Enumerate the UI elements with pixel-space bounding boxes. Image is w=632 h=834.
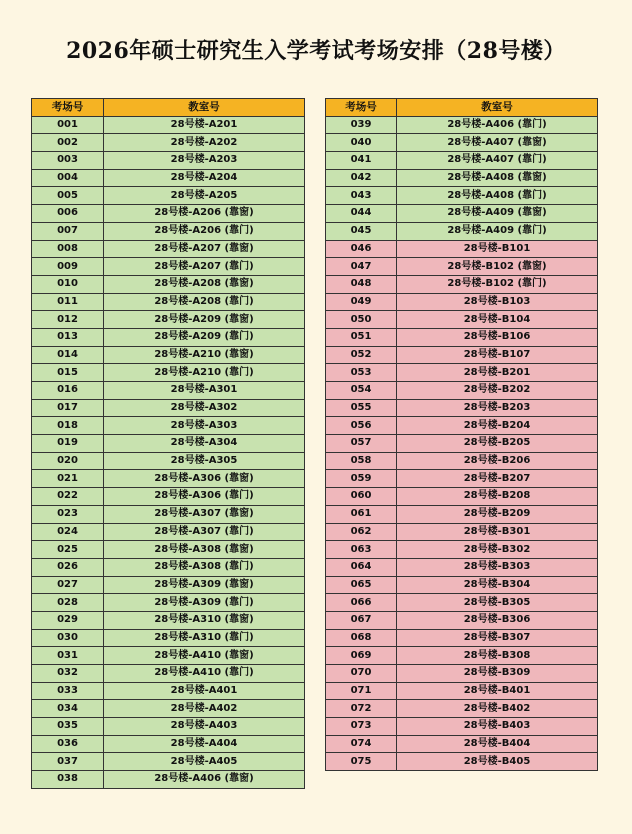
table-row bbox=[32, 611, 305, 629]
left-schedule-table bbox=[31, 98, 305, 789]
exam-room-number: 045 bbox=[326, 222, 397, 240]
table-row bbox=[32, 718, 305, 736]
classroom-name: 28号楼-B309 bbox=[397, 665, 598, 683]
table-row bbox=[326, 364, 598, 382]
left-table-body bbox=[32, 116, 305, 788]
exam-room-number: 001 bbox=[32, 116, 104, 134]
right-table-body bbox=[326, 116, 598, 770]
classroom-name: 28号楼-B207 bbox=[397, 470, 598, 488]
exam-room-number: 067 bbox=[326, 611, 397, 629]
exam-room-number: 009 bbox=[32, 258, 104, 276]
table-row bbox=[32, 222, 305, 240]
exam-room-number: 063 bbox=[326, 541, 397, 559]
exam-room-number: 061 bbox=[326, 505, 397, 523]
table-row bbox=[32, 364, 305, 382]
exam-room-number: 049 bbox=[326, 293, 397, 311]
exam-room-number: 075 bbox=[326, 753, 397, 771]
table-row bbox=[32, 275, 305, 293]
classroom-name: 28号楼-A406 (靠窗) bbox=[104, 771, 305, 789]
classroom-name: 28号楼-A404 bbox=[104, 735, 305, 753]
table-row bbox=[326, 718, 598, 736]
column-header-exam-room: 考场号 bbox=[32, 99, 104, 117]
table-row bbox=[326, 470, 598, 488]
exam-room-number: 030 bbox=[32, 629, 104, 647]
classroom-name: 28号楼-A308 (靠门) bbox=[104, 558, 305, 576]
table-row bbox=[326, 505, 598, 523]
table-row bbox=[32, 488, 305, 506]
exam-room-number: 020 bbox=[32, 452, 104, 470]
exam-room-number: 053 bbox=[326, 364, 397, 382]
right-schedule-table bbox=[325, 98, 598, 771]
table-row bbox=[32, 452, 305, 470]
classroom-name: 28号楼-A408 (靠窗) bbox=[397, 169, 598, 187]
exam-room-number: 074 bbox=[326, 735, 397, 753]
exam-room-number: 012 bbox=[32, 311, 104, 329]
exam-room-number: 032 bbox=[32, 665, 104, 683]
classroom-name: 28号楼-B203 bbox=[397, 399, 598, 417]
table-header-row bbox=[326, 99, 598, 117]
table-row bbox=[32, 187, 305, 205]
classroom-name: 28号楼-A406 (靠门) bbox=[397, 116, 598, 134]
table-row bbox=[32, 258, 305, 276]
classroom-name: 28号楼-A309 (靠窗) bbox=[104, 576, 305, 594]
exam-room-number: 004 bbox=[32, 169, 104, 187]
table-row bbox=[32, 771, 305, 789]
table-row bbox=[32, 417, 305, 435]
classroom-name: 28号楼-B103 bbox=[397, 293, 598, 311]
table-row bbox=[326, 293, 598, 311]
classroom-name: 28号楼-B201 bbox=[397, 364, 598, 382]
classroom-name: 28号楼-A206 (靠门) bbox=[104, 222, 305, 240]
table-row bbox=[32, 116, 305, 134]
exam-room-number: 043 bbox=[326, 187, 397, 205]
table-row bbox=[32, 346, 305, 364]
classroom-name: 28号楼-B304 bbox=[397, 576, 598, 594]
classroom-name: 28号楼-A407 (靠门) bbox=[397, 152, 598, 170]
classroom-name: 28号楼-B306 bbox=[397, 611, 598, 629]
exam-room-number: 046 bbox=[326, 240, 397, 258]
classroom-name: 28号楼-A306 (靠窗) bbox=[104, 470, 305, 488]
table-row bbox=[326, 611, 598, 629]
exam-room-number: 006 bbox=[32, 205, 104, 223]
page-title: 2026年硕士研究生入学考试考场安排（28号楼） bbox=[66, 38, 566, 64]
table-row bbox=[32, 328, 305, 346]
classroom-name: 28号楼-B102 (靠门) bbox=[397, 275, 598, 293]
classroom-name: 28号楼-A409 (靠门) bbox=[397, 222, 598, 240]
column-header-classroom: 教室号 bbox=[397, 99, 598, 117]
exam-room-number: 025 bbox=[32, 541, 104, 559]
exam-room-number: 008 bbox=[32, 240, 104, 258]
exam-room-number: 011 bbox=[32, 293, 104, 311]
exam-room-number: 064 bbox=[326, 558, 397, 576]
column-header-exam-room: 考场号 bbox=[326, 99, 397, 117]
classroom-name: 28号楼-B202 bbox=[397, 382, 598, 400]
exam-room-number: 024 bbox=[32, 523, 104, 541]
classroom-name: 28号楼-A309 (靠门) bbox=[104, 594, 305, 612]
table-row bbox=[326, 700, 598, 718]
exam-room-number: 023 bbox=[32, 505, 104, 523]
classroom-name: 28号楼-B204 bbox=[397, 417, 598, 435]
table-row bbox=[32, 682, 305, 700]
exam-room-number: 016 bbox=[32, 382, 104, 400]
exam-room-number: 029 bbox=[32, 611, 104, 629]
classroom-name: 28号楼-A208 (靠门) bbox=[104, 293, 305, 311]
table-row bbox=[32, 647, 305, 665]
table-row bbox=[326, 382, 598, 400]
classroom-name: 28号楼-A401 bbox=[104, 682, 305, 700]
table-row bbox=[32, 169, 305, 187]
exam-room-number: 070 bbox=[326, 665, 397, 683]
exam-room-number: 013 bbox=[32, 328, 104, 346]
classroom-name: 28号楼-A209 (靠窗) bbox=[104, 311, 305, 329]
classroom-name: 28号楼-A409 (靠窗) bbox=[397, 205, 598, 223]
exam-room-number: 039 bbox=[326, 116, 397, 134]
table-row bbox=[326, 328, 598, 346]
exam-room-number: 003 bbox=[32, 152, 104, 170]
table-row bbox=[326, 558, 598, 576]
classroom-name: 28号楼-A306 (靠门) bbox=[104, 488, 305, 506]
exam-room-number: 044 bbox=[326, 205, 397, 223]
classroom-name: 28号楼-A207 (靠门) bbox=[104, 258, 305, 276]
table-row bbox=[32, 435, 305, 453]
exam-room-number: 048 bbox=[326, 275, 397, 293]
exam-room-number: 057 bbox=[326, 435, 397, 453]
exam-room-number: 056 bbox=[326, 417, 397, 435]
table-row bbox=[32, 311, 305, 329]
classroom-name: 28号楼-A305 bbox=[104, 452, 305, 470]
classroom-name: 28号楼-B209 bbox=[397, 505, 598, 523]
table-row bbox=[32, 523, 305, 541]
table-row bbox=[326, 629, 598, 647]
classroom-name: 28号楼-A405 bbox=[104, 753, 305, 771]
classroom-name: 28号楼-A410 (靠窗) bbox=[104, 647, 305, 665]
classroom-name: 28号楼-A407 (靠窗) bbox=[397, 134, 598, 152]
exam-room-number: 033 bbox=[32, 682, 104, 700]
classroom-name: 28号楼-B101 bbox=[397, 240, 598, 258]
classroom-name: 28号楼-A210 (靠窗) bbox=[104, 346, 305, 364]
exam-room-number: 017 bbox=[32, 399, 104, 417]
exam-room-number: 010 bbox=[32, 275, 104, 293]
table-row bbox=[32, 594, 305, 612]
exam-room-number: 052 bbox=[326, 346, 397, 364]
classroom-name: 28号楼-B107 bbox=[397, 346, 598, 364]
table-row bbox=[326, 541, 598, 559]
exam-room-number: 073 bbox=[326, 718, 397, 736]
table-row bbox=[32, 205, 305, 223]
table-row bbox=[32, 399, 305, 417]
classroom-name: 28号楼-B308 bbox=[397, 647, 598, 665]
exam-room-number: 026 bbox=[32, 558, 104, 576]
exam-room-number: 047 bbox=[326, 258, 397, 276]
classroom-name: 28号楼-B102 (靠窗) bbox=[397, 258, 598, 276]
table-row bbox=[32, 576, 305, 594]
table-row bbox=[326, 665, 598, 683]
table-row bbox=[326, 134, 598, 152]
classroom-name: 28号楼-A403 bbox=[104, 718, 305, 736]
table-row bbox=[32, 700, 305, 718]
table-row bbox=[326, 346, 598, 364]
table-row bbox=[326, 523, 598, 541]
column-header-classroom: 教室号 bbox=[104, 99, 305, 117]
classroom-name: 28号楼-B205 bbox=[397, 435, 598, 453]
exam-room-number: 062 bbox=[326, 523, 397, 541]
exam-room-number: 014 bbox=[32, 346, 104, 364]
table-row bbox=[32, 382, 305, 400]
table-row bbox=[326, 222, 598, 240]
exam-room-number: 027 bbox=[32, 576, 104, 594]
classroom-name: 28号楼-A402 bbox=[104, 700, 305, 718]
classroom-name: 28号楼-B206 bbox=[397, 452, 598, 470]
classroom-name: 28号楼-A208 (靠窗) bbox=[104, 275, 305, 293]
classroom-name: 28号楼-B402 bbox=[397, 700, 598, 718]
table-row bbox=[326, 205, 598, 223]
table-row bbox=[326, 735, 598, 753]
classroom-name: 28号楼-B405 bbox=[397, 753, 598, 771]
exam-room-number: 071 bbox=[326, 682, 397, 700]
classroom-name: 28号楼-A408 (靠门) bbox=[397, 187, 598, 205]
table-row bbox=[32, 753, 305, 771]
classroom-name: 28号楼-A303 bbox=[104, 417, 305, 435]
exam-room-number: 022 bbox=[32, 488, 104, 506]
exam-room-number: 068 bbox=[326, 629, 397, 647]
exam-room-number: 018 bbox=[32, 417, 104, 435]
table-row bbox=[326, 152, 598, 170]
classroom-name: 28号楼-A207 (靠窗) bbox=[104, 240, 305, 258]
classroom-name: 28号楼-A201 bbox=[104, 116, 305, 134]
classroom-name: 28号楼-A210 (靠门) bbox=[104, 364, 305, 382]
table-row bbox=[326, 647, 598, 665]
exam-room-number: 037 bbox=[32, 753, 104, 771]
classroom-name: 28号楼-B307 bbox=[397, 629, 598, 647]
table-row bbox=[32, 541, 305, 559]
exam-room-number: 005 bbox=[32, 187, 104, 205]
classroom-name: 28号楼-B404 bbox=[397, 735, 598, 753]
classroom-name: 28号楼-A310 (靠窗) bbox=[104, 611, 305, 629]
exam-room-number: 050 bbox=[326, 311, 397, 329]
table-row bbox=[326, 311, 598, 329]
table-row bbox=[326, 275, 598, 293]
classroom-name: 28号楼-B401 bbox=[397, 682, 598, 700]
table-header-row bbox=[32, 99, 305, 117]
exam-room-number: 031 bbox=[32, 647, 104, 665]
classroom-name: 28号楼-A203 bbox=[104, 152, 305, 170]
exam-room-number: 019 bbox=[32, 435, 104, 453]
classroom-name: 28号楼-A209 (靠门) bbox=[104, 328, 305, 346]
classroom-name: 28号楼-A206 (靠窗) bbox=[104, 205, 305, 223]
table-row bbox=[326, 258, 598, 276]
classroom-name: 28号楼-B305 bbox=[397, 594, 598, 612]
classroom-name: 28号楼-A410 (靠门) bbox=[104, 665, 305, 683]
exam-room-number: 065 bbox=[326, 576, 397, 594]
exam-room-number: 038 bbox=[32, 771, 104, 789]
table-row bbox=[326, 452, 598, 470]
exam-room-number: 041 bbox=[326, 152, 397, 170]
exam-room-number: 055 bbox=[326, 399, 397, 417]
table-row bbox=[326, 488, 598, 506]
table-row bbox=[326, 116, 598, 134]
table-row bbox=[32, 505, 305, 523]
classroom-name: 28号楼-A307 (靠门) bbox=[104, 523, 305, 541]
exam-room-number: 058 bbox=[326, 452, 397, 470]
exam-room-number: 015 bbox=[32, 364, 104, 382]
table-row bbox=[32, 735, 305, 753]
exam-room-number: 072 bbox=[326, 700, 397, 718]
table-row bbox=[326, 753, 598, 771]
exam-room-number: 021 bbox=[32, 470, 104, 488]
table-row bbox=[32, 134, 305, 152]
exam-room-number: 054 bbox=[326, 382, 397, 400]
table-row bbox=[326, 399, 598, 417]
classroom-name: 28号楼-B303 bbox=[397, 558, 598, 576]
table-row bbox=[326, 187, 598, 205]
classroom-name: 28号楼-A301 bbox=[104, 382, 305, 400]
classroom-name: 28号楼-B104 bbox=[397, 311, 598, 329]
table-row bbox=[32, 293, 305, 311]
exam-room-number: 040 bbox=[326, 134, 397, 152]
exam-room-number: 002 bbox=[32, 134, 104, 152]
exam-room-number: 034 bbox=[32, 700, 104, 718]
classroom-name: 28号楼-B302 bbox=[397, 541, 598, 559]
table-row bbox=[326, 417, 598, 435]
exam-room-number: 036 bbox=[32, 735, 104, 753]
exam-room-number: 035 bbox=[32, 718, 104, 736]
exam-room-number: 042 bbox=[326, 169, 397, 187]
exam-room-number: 060 bbox=[326, 488, 397, 506]
classroom-name: 28号楼-A308 (靠窗) bbox=[104, 541, 305, 559]
classroom-name: 28号楼-A202 bbox=[104, 134, 305, 152]
table-row bbox=[326, 240, 598, 258]
table-row bbox=[326, 594, 598, 612]
table-row bbox=[326, 169, 598, 187]
table-row bbox=[32, 470, 305, 488]
exam-room-number: 051 bbox=[326, 328, 397, 346]
exam-room-number: 059 bbox=[326, 470, 397, 488]
table-row bbox=[32, 665, 305, 683]
table-row bbox=[32, 629, 305, 647]
classroom-name: 28号楼-B301 bbox=[397, 523, 598, 541]
exam-room-number: 028 bbox=[32, 594, 104, 612]
classroom-name: 28号楼-A204 bbox=[104, 169, 305, 187]
exam-room-number: 069 bbox=[326, 647, 397, 665]
exam-room-number: 066 bbox=[326, 594, 397, 612]
classroom-name: 28号楼-A307 (靠窗) bbox=[104, 505, 305, 523]
table-row bbox=[32, 152, 305, 170]
classroom-name: 28号楼-A205 bbox=[104, 187, 305, 205]
table-row bbox=[32, 558, 305, 576]
table-row bbox=[326, 576, 598, 594]
table-row bbox=[32, 240, 305, 258]
exam-room-number: 007 bbox=[32, 222, 104, 240]
classroom-name: 28号楼-A304 bbox=[104, 435, 305, 453]
classroom-name: 28号楼-A302 bbox=[104, 399, 305, 417]
classroom-name: 28号楼-B208 bbox=[397, 488, 598, 506]
classroom-name: 28号楼-A310 (靠门) bbox=[104, 629, 305, 647]
table-row bbox=[326, 435, 598, 453]
classroom-name: 28号楼-B403 bbox=[397, 718, 598, 736]
table-row bbox=[326, 682, 598, 700]
classroom-name: 28号楼-B106 bbox=[397, 328, 598, 346]
